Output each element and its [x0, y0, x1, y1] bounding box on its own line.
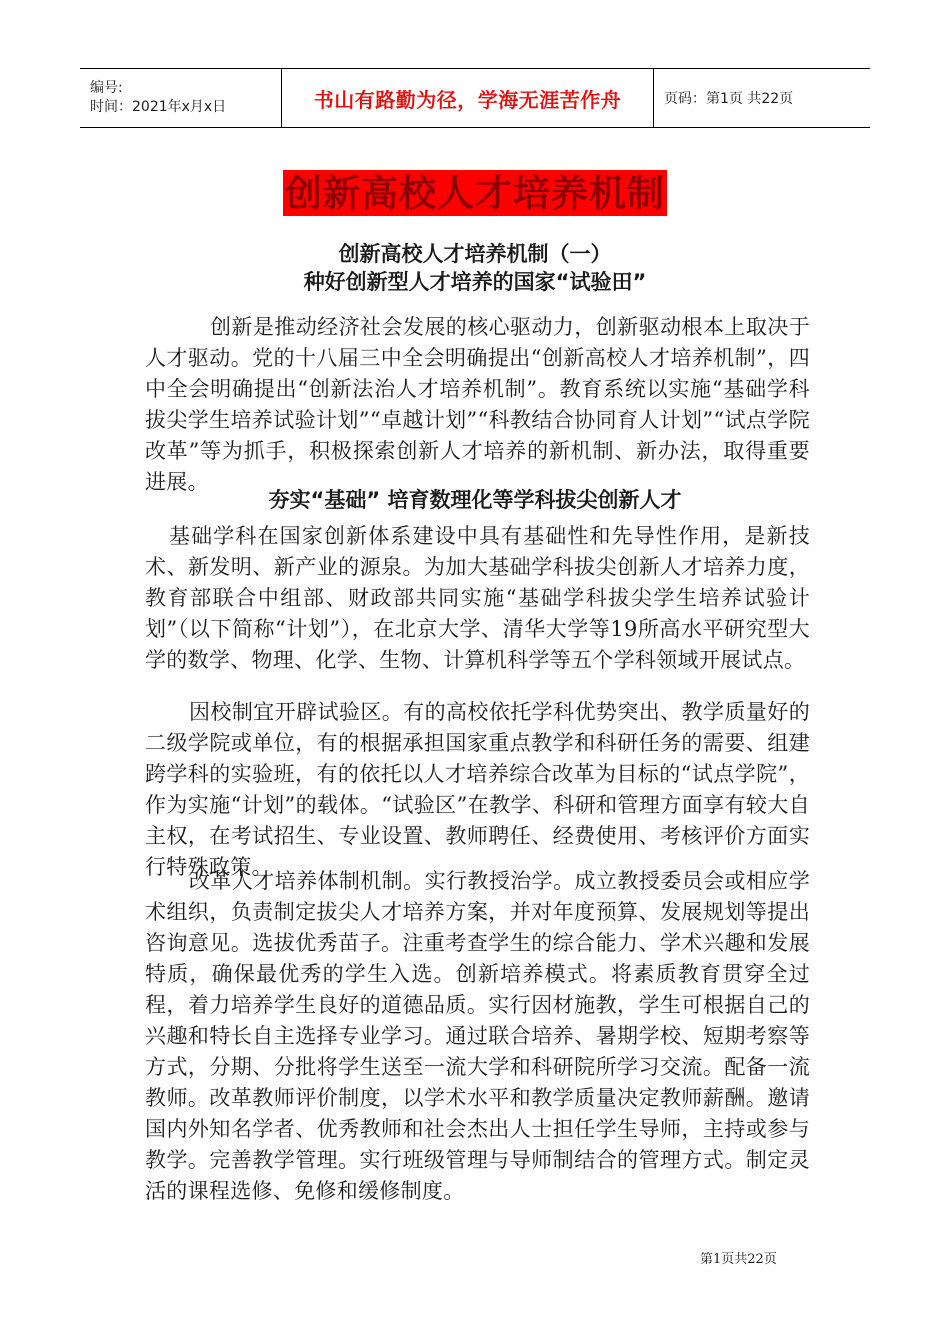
header-page-label: 页码：第1页 共22页 [664, 91, 794, 107]
paragraph-pilot-zones: 因校制宜开辟试验区。有的高校依托学科优势突出、教学质量好的二级学院或单位，有的根据承担国家重点教学和科研任务的需要、组建跨学科的实验班，有的依托以人才培养综合改革为目标的“试点学院”，作为实施“计划”的载体。“试验区”在教学、科研和管理方面享有较大自主权，在考试招生、专业设置、教师聘任、经费使用、考核评价方面实行特殊政策。 [145, 700, 810, 879]
document-date-label: 时间：2021年x月x日 [90, 99, 227, 115]
main-title: 创新高校人才培养机制 [285, 171, 665, 215]
header-right-cell [654, 69, 870, 127]
footer-page-number: 第1页共22页 [700, 1252, 777, 1267]
subtitle-1: 创新高校人才培养机制（一） [338, 242, 612, 266]
paragraph-intro: 创新是推动经济社会发展的核心驱动力，创新驱动根本上取决于人才驱动。党的十八届三中全会明确提出“创新高校人才培养机制”，四中全会明确提出“创新法治人才培养机制”。教育系统以实施“基础学科拔尖学生培养试验计划”“卓越计划”“科教结合协同育人计划”“试点学院改革”等为抓手，积极探索创新人才培养的新机制、新办法，取得重要进展。 [145, 315, 810, 494]
paragraph-basic-disciplines: 基础学科在国家创新体系建设中具有基础性和先导性作用，是新技术、新发明、新产业的源泉。为加大基础学科拔尖创新人才培养力度，教育部联合中组部、财政部共同实施“基础学科拔尖学生培养试验计划”（以下简称“计划”），在北京大学、清华大学等19所高水平研究型大学的数学、物理、化学、生物、计算机科学等五个学科领域开展试点。 [145, 524, 810, 672]
page-header [80, 68, 870, 128]
header-left-cell [80, 69, 282, 127]
header-motto-cell [282, 69, 654, 127]
paragraph-reform-mechanism: 改革人才培养体制机制。实行教授治学。成立教授委员会或相应学术组织，负责制定拔尖人才培养方案，并对年度预算、发展规划等提出咨询意见。选拔优秀苗子。注重考查学生的综合能力、学术兴趣和发展特质，确保最优秀的学生入选。创新培养模式。将素质教育贯穿全过程，着力培养学生良好的道德品质。实行因材施教，学生可根据自己的兴趣和特长自主选择专业学习。通过联合培养、暑期学校、短期考察等方式，分期、分批将学生送至一流大学和科研院所学习交流。配备一流教师。改革教师评价制度，以学术水平和教学质量决定教师薪酬。邀请国内外知名学者、优秀教师和社会杰出人士担任学生导师，主持或参与教学。完善教学管理。实行班级管理与导师制结合的管理方式。制定灵活的课程选修、免修和缓修制度。 [145, 869, 810, 1203]
subtitle-2: 种好创新型人才培养的国家“试验田” [303, 270, 647, 294]
header-motto: 书山有路勤为径，学海无涯苦作舟 [313, 87, 622, 112]
section-heading: 夯实“基础” 培育数理化等学科拔尖创新人才 [268, 488, 682, 512]
main-title-wrap [0, 170, 950, 216]
document-code-label: 编号: [90, 80, 123, 96]
